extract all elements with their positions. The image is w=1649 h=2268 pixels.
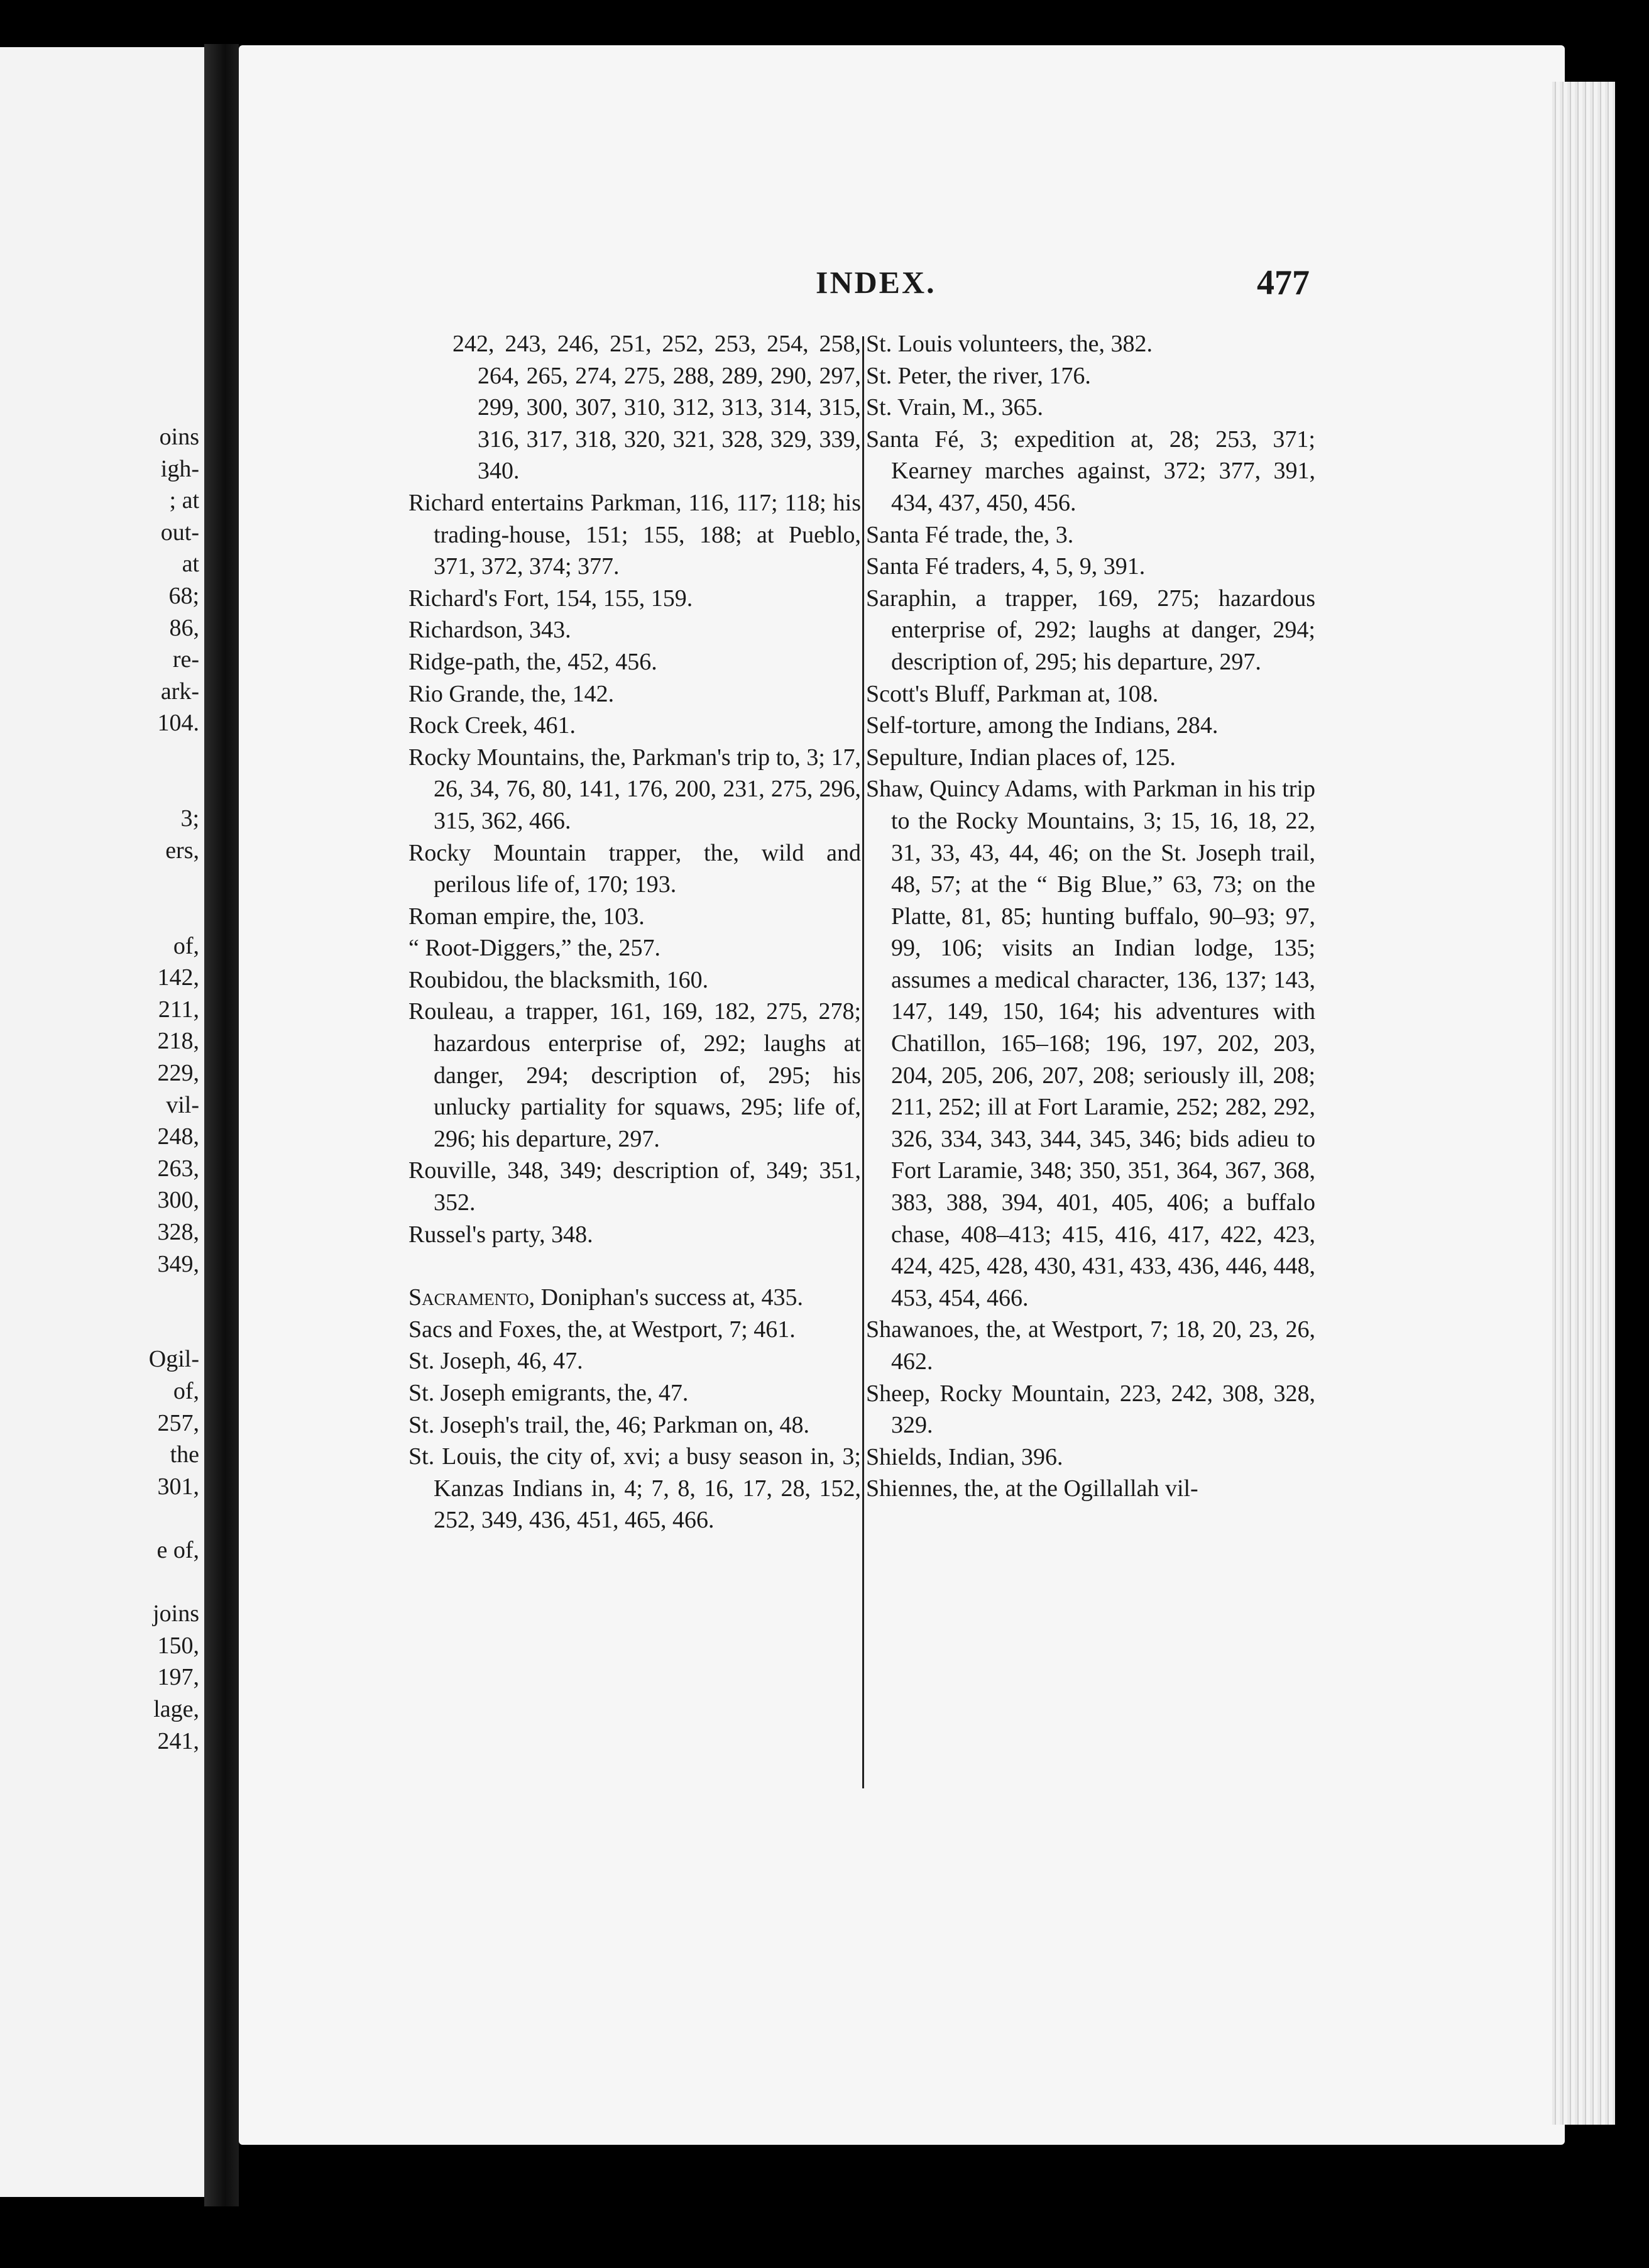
index-entry <box>408 901 861 933</box>
previous-page-text-fragment: 3; <box>180 805 199 832</box>
index-entry <box>408 1282 861 1314</box>
index-entry-text: St. Joseph, 46, 47. <box>408 1348 583 1375</box>
previous-page-text-fragment: at <box>182 551 199 578</box>
previous-page-text-fragment: 248, <box>157 1123 199 1150</box>
index-entry <box>408 1441 861 1536</box>
index-entry-text: Shawanoes, the, at Westport, 7; 18, 20, 23, 26, 462. <box>866 1316 1315 1375</box>
index-entry <box>408 1219 861 1251</box>
index-entry <box>866 742 1315 774</box>
index-entry <box>408 932 861 964</box>
column-divider <box>862 336 864 1788</box>
index-entry-text: Richard entertains Parkman, 116, 117; 118; his trading-house, 151; 155, 188; at Pueblo, 371, 372, 374; 377. <box>408 489 861 580</box>
index-entry-text: Santa Fé trade, the, 3. <box>866 521 1074 548</box>
index-entry-text: “ Root-Diggers,” the, 257. <box>408 935 661 962</box>
index-entry-text: St. Louis, the city of, xvi; a busy season in, 3; Kanzas Indians in, 4; 7, 8, 16, 17, 28, 152, 252, 349, 436, 451, 465, 466. <box>408 1443 861 1534</box>
previous-page-text-fragment: of, <box>173 1378 199 1404</box>
index-entry-text: Russel's party, 348. <box>408 1221 593 1248</box>
previous-page-text-fragment: 197, <box>157 1664 199 1691</box>
index-entry-continuation <box>408 328 861 487</box>
previous-page-text-fragment: 300, <box>157 1187 199 1214</box>
index-entry-text: St. Joseph emigrants, the, 47. <box>408 1380 689 1406</box>
index-entry-text: Shiennes, the, at the Ogillallah vil- <box>866 1475 1198 1502</box>
index-entry <box>408 742 861 837</box>
page-number: 477 <box>1257 263 1310 302</box>
index-entry-text: Richard's Fort, 154, 155, 159. <box>408 585 693 612</box>
index-entry-text: Rio Grande, the, 142. <box>408 680 615 707</box>
index-entry-text: Rocky Mountains, the, Parkman's trip to, 3; 17, 26, 34, 76, 80, 141, 176, 200, 231, 275, 296, 315, 362, 466. <box>408 744 861 834</box>
index-column-right <box>866 328 1315 1505</box>
index-entry-text: Self-torture, among the Indians, 284. <box>866 712 1219 739</box>
previous-page-text-fragment: 68; <box>168 583 199 609</box>
index-entry-text: St. Peter, the river, 176. <box>866 362 1091 389</box>
previous-page-text-fragment: joins <box>153 1600 199 1627</box>
previous-page-text-fragment: igh- <box>160 455 199 482</box>
previous-page-text-fragment: 104. <box>157 710 199 737</box>
previous-page-text-fragment: ark- <box>160 678 199 705</box>
index-entry-text: St. Joseph's trail, the, 46; Parkman on, 48. <box>408 1411 810 1438</box>
index-entry <box>408 1155 861 1218</box>
index-entry <box>408 583 861 615</box>
previous-page-text-fragment: 241, <box>157 1727 199 1754</box>
index-entry-text: Roubidou, the blacksmith, 160. <box>408 966 709 993</box>
previous-page-text-fragment: 150, <box>157 1632 199 1659</box>
index-entry-text: Saraphin, a trapper, 169, 275; hazardous enterprise of, 292; laughs at danger, 294; description of, 295; his departure, 297. <box>866 585 1315 675</box>
index-entry <box>866 551 1315 583</box>
previous-page-text-fragment: Ogil- <box>148 1346 199 1373</box>
index-entry <box>408 1345 861 1377</box>
previous-page-text-fragment: e of, <box>156 1537 199 1563</box>
index-entry-text: Rock Creek, 461. <box>408 712 576 739</box>
previous-page-text-fragment: 86, <box>169 614 199 641</box>
index-entry <box>408 646 861 678</box>
index-entry <box>866 519 1315 551</box>
previous-page-text-fragment: re- <box>172 646 199 673</box>
index-column-left <box>408 328 861 1536</box>
index-entry <box>866 1378 1315 1441</box>
index-entry-text: Scott's Bluff, Parkman at, 108. <box>866 680 1159 707</box>
previous-page-text-fragment: 257, <box>157 1409 199 1436</box>
previous-page-text-fragment: 142, <box>157 964 199 991</box>
letter-section-gap <box>408 1250 861 1282</box>
index-entry-text: Santa Fé traders, 4, 5, 9, 391. <box>866 553 1146 580</box>
index-entry <box>866 1314 1315 1377</box>
index-entry-text: Rocky Mountain trapper, the, wild and perilous life of, 170; 193. <box>408 839 861 898</box>
index-entry <box>866 328 1315 360</box>
index-entry-text: Shaw, Quincy Adams, with Parkman in his trip to the Rocky Mountains, 3; 15, 16, 18, 22, 31, 33, 43, 44, 46; on the St. Joseph trail, 48, 57; at the “ Big Blue,” 63, 73; on the Platte, 81, 85; hunting buffalo, 90–93; 97, 99, 106; visits an Indian lodge, 135; assumes a medical character, 136, 137; 143, 147, 149, 150, 164; his adventures with Chatillon, 165–168; 196, 197, 202, 203, 204, 205, 206, 207, 208; seriously ill, 208; 211, 252; ill at Fort Laramie, 252; 282, 292, 326, 334, 343, 344, 345, 346; bids adieu to Fort Laramie, 348; 350, 351, 364, 367, 368, 383, 388, 394, 401, 405, 406; a buffalo chase, 408–413; 415, 416, 417, 422, 423, 424, 425, 428, 430, 431, 433, 436, 446, 448, 453, 454, 466. <box>866 776 1315 1311</box>
previous-page-text-fragment: 301, <box>157 1473 199 1500</box>
index-entry-text: Roman empire, the, 103. <box>408 903 645 930</box>
running-head: INDEX. <box>816 265 936 300</box>
previous-page-text-fragment: 263, <box>157 1155 199 1182</box>
index-entry-text: Sepulture, Indian places of, 125. <box>866 744 1176 771</box>
index-entry <box>408 487 861 583</box>
index-entry-text: 242, 243, 246, 251, 252, 253, 254, 258, 264, 265, 274, 275, 288, 289, 290, 297, 299, 300, 307, 310, 312, 313, 314, 315, 316, 317, 318, 320, 321, 328, 329, 339, 340. <box>452 331 861 485</box>
previous-page-text-fragment: 328, <box>157 1219 199 1245</box>
index-entry-text: Sacs and Foxes, the, at Westport, 7; 461. <box>408 1316 796 1343</box>
index-entry <box>408 837 861 901</box>
index-entry-text: Shields, Indian, 396. <box>866 1443 1063 1470</box>
index-entry-text: St. Louis volunteers, the, 382. <box>866 331 1153 357</box>
index-entry <box>866 424 1315 519</box>
previous-page-text-fragment: the <box>170 1441 199 1468</box>
previous-page-text-fragment: 218, <box>157 1028 199 1055</box>
page-edges <box>1552 82 1615 2125</box>
previous-page-text-fragment: oins <box>159 424 199 450</box>
index-entry <box>408 996 861 1155</box>
index-entry <box>408 710 861 742</box>
previous-page-text-fragment: vil- <box>166 1091 199 1118</box>
index-entry-text: , Doniphan's success at, 435. <box>529 1284 804 1311</box>
index-entry-text: St. Vrain, M., 365. <box>866 394 1044 421</box>
index-entry <box>408 1377 861 1409</box>
index-entry-text: Rouleau, a trapper, 161, 169, 182, 275, 278; hazardous enterprise of, 292; laughs at danger, 294; description of, 295; his unlucky partiality for squaws, 295; life of, 296; his departure, 297. <box>408 998 861 1152</box>
previous-page-text-fragment: 349, <box>157 1250 199 1277</box>
index-entry <box>866 392 1315 424</box>
index-entry-text: Ridge-path, the, 452, 456. <box>408 648 657 675</box>
index-entry <box>866 1441 1315 1473</box>
index-entry <box>866 360 1315 392</box>
index-entry <box>408 678 861 710</box>
index-entry <box>408 964 861 996</box>
index-entry-text: Rouville, 348, 349; description of, 349; 351, 352. <box>408 1157 861 1216</box>
index-entry-text: Richardson, 343. <box>408 617 571 644</box>
index-entry-heading: Sacramento <box>408 1284 529 1311</box>
previous-page-text-fragment: 211, <box>158 996 199 1023</box>
index-entry-text: Santa Fé, 3; expedition at, 28; 253, 371; Kearney marches against, 372; 377, 391, 434, 437, 450, 456. <box>866 426 1315 516</box>
previous-page-text-fragment: of, <box>173 932 199 959</box>
previous-page-text-fragment: ers, <box>165 837 199 864</box>
index-entry <box>408 1409 861 1441</box>
index-entry-text: Sheep, Rocky Mountain, 223, 242, 308, 328, 329. <box>866 1380 1315 1439</box>
book-gutter <box>204 44 239 2206</box>
index-entry <box>866 1473 1315 1505</box>
previous-page-text-fragment: ; at <box>169 487 199 514</box>
index-entry <box>408 614 861 646</box>
previous-page-fragment <box>0 47 204 2197</box>
index-entry <box>866 678 1315 710</box>
previous-page-text-fragment: 229, <box>157 1060 199 1086</box>
index-entry <box>866 773 1315 1314</box>
index-entry <box>866 583 1315 678</box>
index-entry <box>866 710 1315 742</box>
previous-page-text-fragment: out- <box>160 519 199 546</box>
previous-page-text-fragment: lage, <box>153 1696 199 1722</box>
index-entry <box>408 1314 861 1346</box>
